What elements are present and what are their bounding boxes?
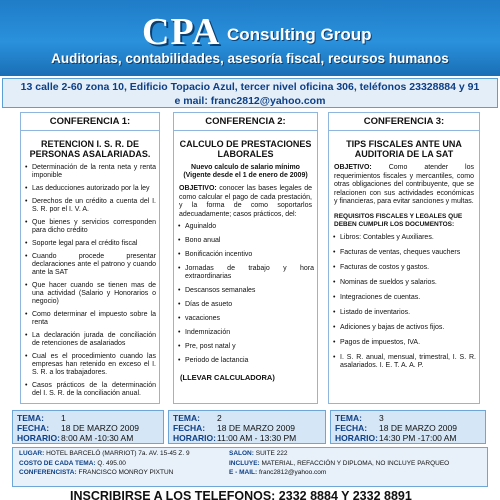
schedule-box-2	[168, 410, 326, 444]
tema-label: TEMA:	[173, 413, 200, 423]
list-item: • vacaciones	[178, 315, 314, 323]
conference-2-list	[174, 223, 317, 365]
list-item: • Que bienes y servicios corresponden para dicho crédito	[25, 219, 156, 235]
logo-cpa: CPA	[142, 11, 221, 53]
conference-3-objective	[329, 164, 479, 211]
list-item: • Aguinaldo	[178, 223, 314, 231]
address-box	[2, 78, 498, 108]
conference-2-objective	[174, 185, 317, 223]
incluye-value: MATERIAL, REFACCIÓN Y DIPLOMA, NO INCLUYE PARQUEO	[261, 459, 450, 467]
list-item: • Bonificación incentivo	[178, 251, 314, 259]
schedule-box-3	[330, 410, 486, 444]
list-item: • Como determinar el impuesto sobre la renta	[25, 311, 156, 327]
conference-1-column	[20, 112, 160, 404]
list-item: • Nominas de sueldos y salarios.	[333, 279, 476, 287]
list-item: • La declaración jurada de conciliación de retenciones de asalariados	[25, 332, 156, 348]
list-item: • Jornadas de trabajo y hora extraordinarias	[178, 265, 314, 281]
salon-label: SALON:	[229, 450, 254, 457]
list-item: • Indemnización	[178, 329, 314, 337]
list-item: • Cual es el procedimiento cuando las empresas han retenido en exceso el I. S. R. a los trabajadores.	[25, 353, 156, 377]
conference-1-heading: CONFERENCIA 1:	[21, 113, 159, 131]
tema-value: 2	[217, 413, 222, 423]
email-line: e mail: franc2812@yahoo.com	[174, 95, 326, 107]
tema-value: 3	[379, 413, 384, 423]
conference-1-list	[21, 164, 159, 398]
list-item: • Determinación de la renta neta y renta imponible	[25, 164, 156, 180]
conference-3-list	[329, 234, 479, 370]
costo-label: COSTO DE CADA TEMA:	[19, 459, 96, 467]
horario-label: HORARIO:	[173, 433, 216, 443]
fecha-label: FECHA:	[173, 423, 206, 433]
list-item: • Facturas de ventas, cheques vauchers	[333, 249, 476, 257]
list-item: • Bono anual	[178, 237, 314, 245]
horario-value: 8:00 AM -10:30 AM	[61, 433, 134, 443]
horario-value: 11:00 AM - 13:30 PM	[217, 433, 297, 443]
conference-2-column	[173, 112, 318, 404]
fecha-value: 18 DE MARZO 2009	[379, 423, 457, 433]
list-item: • Pagos de impuestos, IVA.	[333, 339, 476, 347]
list-item: • Días de asueto	[178, 301, 314, 309]
lugar-label: LUGAR:	[19, 450, 45, 457]
fecha-label: FECHA:	[17, 423, 50, 433]
email-label: E - MAIL:	[229, 469, 258, 476]
lugar-value: HOTEL BARCELÓ (MARRIOT) 7a. AV. 15-45 Z. 9	[46, 450, 190, 457]
list-item: • Casos prácticos de la determinación del I. S. R. de la conciliación anual.	[25, 382, 156, 398]
conference-3-heading: CONFERENCIA 3:	[329, 113, 479, 131]
fecha-label: FECHA:	[335, 423, 368, 433]
horario-value: 14:30 PM -17:00 AM	[379, 433, 457, 443]
address-line: 13 calle 2-60 zona 10, Edificio Topacio Azul, tercer nivel oficina 306, teléfonos 23328884 y 91	[20, 81, 480, 93]
list-item: • I. S. R. anual, mensual, trimestral, I. S. R. asalariados. I. E. T. A. A. P.	[333, 354, 476, 370]
bring-calculator-note: (LLEVAR CALCULADORA)	[180, 373, 275, 382]
objective-text: Como atender los requerimientos fiscales y mercantiles, como otras obligaciones del contribuyente, que se relacionen con sus actividades económicas y financieras, para evitar sanciones y multas.	[334, 164, 474, 205]
objective-label: OBJETIVO:	[334, 164, 372, 171]
conferencista-label: CONFERENCISTA:	[19, 469, 77, 476]
fecha-value: 18 DE MARZO 2009	[61, 423, 139, 433]
schedule-box-1	[12, 410, 164, 444]
requirements-title: REQUISITOS FISCALES Y LEGALES QUE DEBEN CUMPLIR LOS DOCUMENTOS:	[334, 212, 463, 228]
tema-label: TEMA:	[335, 413, 362, 423]
list-item: • Facturas de costos y gastos.	[333, 264, 476, 272]
list-item: • Adiciones y bajas de activos fijos.	[333, 324, 476, 332]
list-item: • Listado de inventarios.	[333, 309, 476, 317]
conference-2-title: CALCULO DE PRESTACIONES LABORALES	[179, 139, 312, 159]
email-value: franc2812@yahoo.com	[258, 469, 327, 476]
list-item: • Soporte legal para el crédito fiscal	[25, 240, 156, 248]
objective-label: OBJETIVO:	[179, 185, 217, 192]
salon-value: SUITE 222	[255, 450, 288, 457]
horario-label: HORARIO:	[335, 433, 378, 443]
list-item: • Descansos semanales	[178, 287, 314, 295]
conference-2-heading: CONFERENCIA 2:	[174, 113, 317, 131]
conference-3-title: TIPS FISCALES ANTE UNA AUDITORIA DE LA SAT	[346, 139, 462, 159]
conferencista-value: FRANCISCO MONROY PIXTUN	[78, 469, 174, 476]
list-item: • Pre, post natal y	[178, 343, 314, 351]
list-item: • Periodo de lactancia	[178, 357, 314, 365]
costo-value: Q. 495.00	[97, 459, 126, 467]
fecha-value: 18 DE MARZO 2009	[217, 423, 295, 433]
tema-value: 1	[61, 413, 66, 423]
conference-2-subtitle: Nuevo calculo de salario mínimo (Vigente desde el 1 de enero de 2009)	[183, 164, 308, 179]
horario-label: HORARIO:	[17, 433, 60, 443]
incluye-label: INCLUYE:	[229, 459, 260, 467]
conference-3-column	[328, 112, 480, 404]
list-item: • Cuando procede presentar declaraciones ante el patrono y cuando ante la SAT	[25, 253, 156, 277]
registration-footer: INSCRIBIRSE A LOS TELEFONOS: 2332 8884 Y 2332 8891	[70, 489, 412, 500]
list-item: • Que hacer cuando se tienen mas de una actividad (Salario y Honorarios o negocio)	[25, 282, 156, 306]
header-banner	[0, 0, 500, 76]
logo-consulting-group: Consulting Group	[227, 25, 372, 44]
list-item: • Libros: Contables y Auxiliares.	[333, 234, 476, 242]
tema-label: TEMA:	[17, 413, 44, 423]
conference-1-title: RETENCION I. S. R. DE PERSONAS ASALARIADAS.	[29, 139, 151, 159]
list-item: • Derechos de un crédito a cuenta del I. S. R. por el I. V. A.	[25, 198, 156, 214]
list-item: • Integraciones de cuentas.	[333, 294, 476, 302]
event-info-box	[12, 447, 488, 487]
tagline: Auditorias, contabilidades, asesoría fiscal, recursos humanos	[51, 51, 449, 66]
objective-text: conocer las bases legales de como calcular el pago de cada prestación, y la forma de como soportarlos adecuadamente; casos prácticos, del:	[179, 185, 313, 218]
list-item: • Las deducciones autorizado por la ley	[25, 185, 156, 193]
